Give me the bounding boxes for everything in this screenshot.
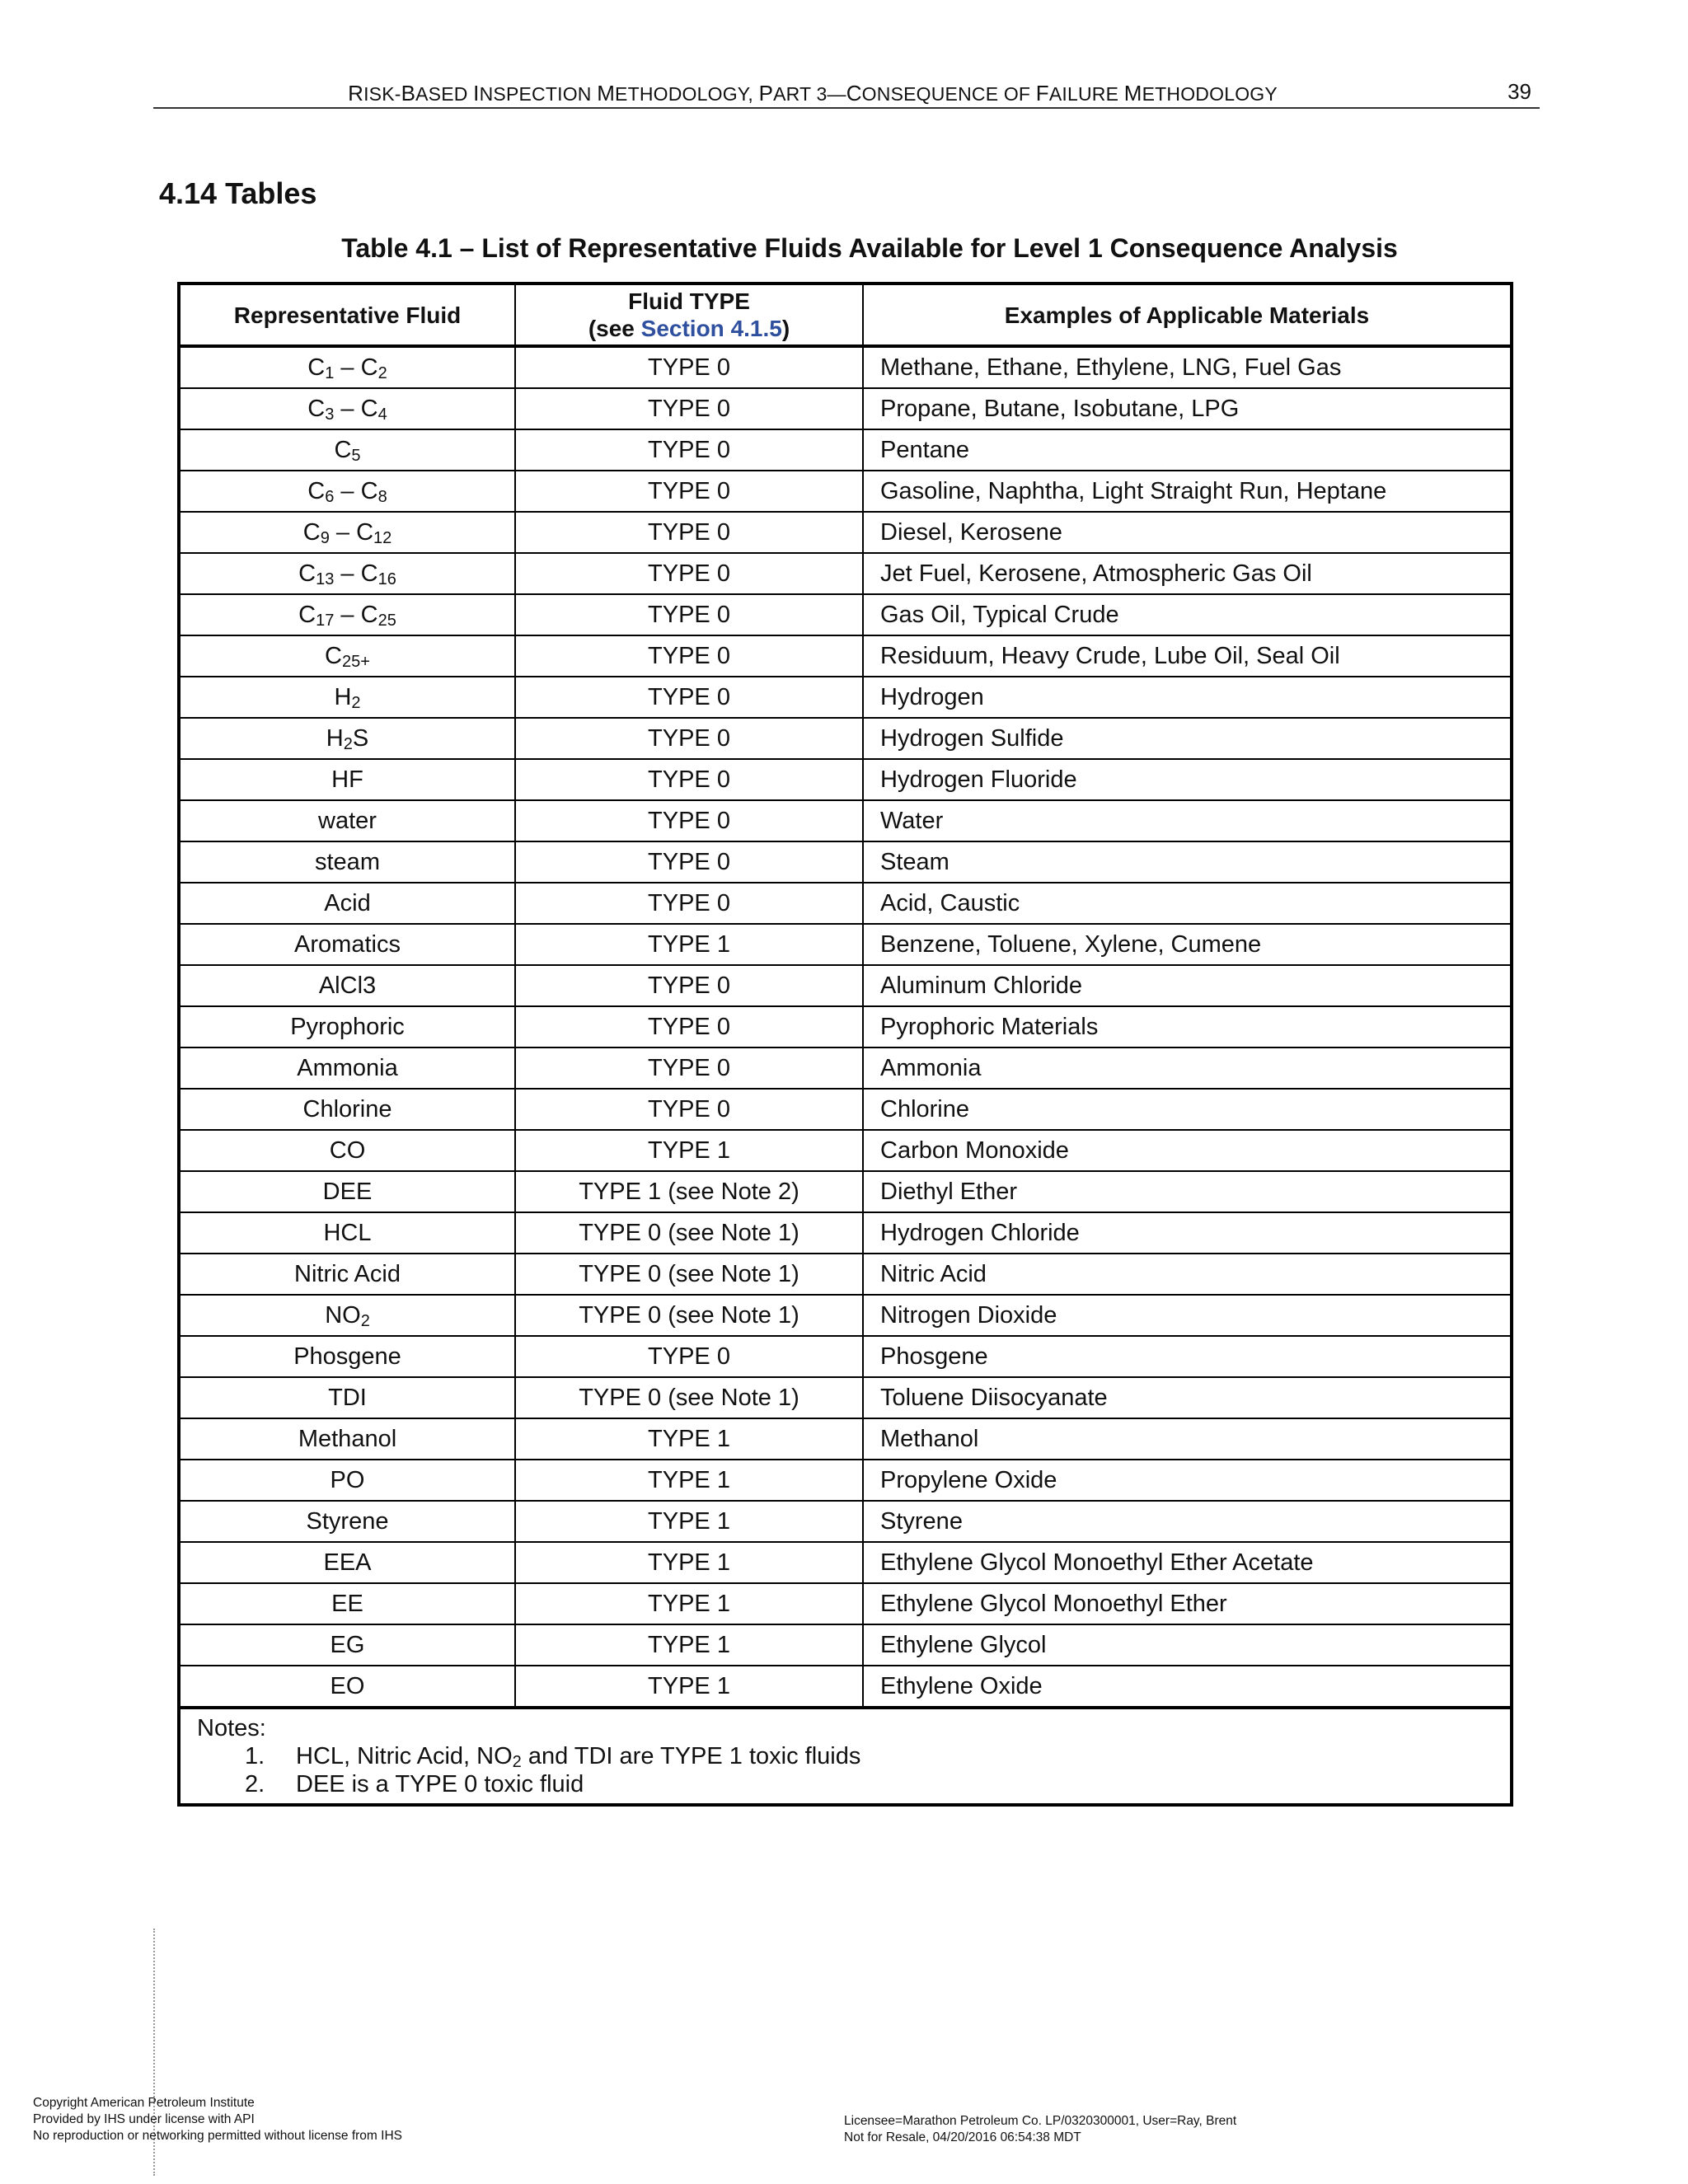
table-row: [181, 1666, 1510, 1708]
cell-representative-fluid: [181, 471, 515, 512]
cell-examples: Propylene Oxide: [863, 1460, 1510, 1501]
cell-fluid-type: TYPE 0: [515, 759, 863, 800]
fluid-text: EG: [330, 1632, 365, 1658]
cell-examples: Ethylene Glycol: [863, 1624, 1510, 1666]
table-row: [181, 718, 1510, 759]
fluid-subscript: 2: [360, 1312, 370, 1330]
fluid-text: water: [318, 808, 377, 834]
fluid-text: Nitric Acid: [294, 1261, 401, 1287]
cell-examples: Acid, Caustic: [863, 883, 1510, 924]
table-row: [181, 841, 1510, 883]
table-row: [181, 512, 1510, 553]
table-row: [181, 1130, 1510, 1171]
page-number: 39: [1507, 79, 1531, 104]
cell-examples: Propane, Butane, Isobutane, LPG: [863, 388, 1510, 429]
fluid-subscript: 17: [316, 612, 335, 630]
cell-fluid-type: TYPE 0: [515, 965, 863, 1006]
fluid-text: TDI: [328, 1385, 367, 1411]
cell-examples: Hydrogen Chloride: [863, 1212, 1510, 1254]
cell-fluid-type: TYPE 1: [515, 1130, 863, 1171]
table-row: [181, 1171, 1510, 1212]
fluids-table-container: [177, 282, 1513, 1807]
table-notes: [181, 1709, 1510, 1803]
cell-fluid-type: TYPE 0: [515, 1089, 863, 1130]
fluid-text: Aromatics: [294, 931, 401, 958]
note-item: [197, 1742, 1510, 1770]
fluid-text: C: [360, 354, 378, 381]
cell-representative-fluid: [181, 1377, 515, 1418]
cell-representative-fluid: [181, 346, 515, 388]
cell-examples: Hydrogen Sulfide: [863, 718, 1510, 759]
fluid-text: AlCl3: [318, 972, 377, 999]
table-row: [181, 1624, 1510, 1666]
cell-representative-fluid: [181, 1047, 515, 1089]
table-header-row: [181, 285, 1510, 346]
cell-examples: Gas Oil, Typical Crude: [863, 594, 1510, 635]
note-item: [197, 1770, 1510, 1798]
cell-fluid-type: TYPE 0 (see Note 1): [515, 1254, 863, 1295]
header-examples: Examples of Applicable Materials: [863, 285, 1510, 346]
cell-fluid-type: TYPE 0: [515, 1047, 863, 1089]
cell-examples: Nitrogen Dioxide: [863, 1295, 1510, 1336]
fluid-text: C: [356, 519, 374, 546]
running-title-part: C: [846, 81, 862, 105]
table-row: [181, 924, 1510, 965]
cell-representative-fluid: [181, 1212, 515, 1254]
cell-representative-fluid: [181, 718, 515, 759]
cell-representative-fluid: [181, 388, 515, 429]
fluid-text: C: [360, 396, 378, 422]
cell-fluid-type: TYPE 0: [515, 512, 863, 553]
footer-right-line: Not for Resale, 04/20/2016 06:54:38 MDT: [844, 2130, 1081, 2144]
running-title-part: ETHODOLOGY,: [615, 83, 759, 105]
cell-examples: Methane, Ethane, Ethylene, LNG, Fuel Gas: [863, 346, 1510, 388]
table-row: [181, 883, 1510, 924]
cell-examples: Methanol: [863, 1418, 1510, 1460]
fluid-text: PO: [330, 1467, 365, 1493]
running-title-part: B: [401, 81, 416, 105]
cell-fluid-type: TYPE 0: [515, 553, 863, 594]
table-row: [181, 1295, 1510, 1336]
fluid-subscript: 2: [377, 364, 387, 382]
cell-representative-fluid: [181, 759, 515, 800]
header-representative-fluid: Representative Fluid: [181, 285, 515, 346]
running-header: [153, 79, 1540, 109]
cell-fluid-type: TYPE 0 (see Note 1): [515, 1212, 863, 1254]
cell-examples: Benzene, Toluene, Xylene, Cumene: [863, 924, 1510, 965]
cell-representative-fluid: [181, 553, 515, 594]
footer-right-line: Licensee=Marathon Petroleum Co. LP/0320300001, User=Ray, Brent: [844, 2114, 1237, 2128]
cell-fluid-type: TYPE 0: [515, 883, 863, 924]
running-title-part: M: [597, 81, 616, 105]
table-row: [181, 471, 1510, 512]
cell-representative-fluid: [181, 1501, 515, 1542]
cell-examples: Styrene: [863, 1501, 1510, 1542]
fluid-text: S: [352, 725, 369, 752]
table-row: [181, 800, 1510, 841]
fluid-text: –: [334, 602, 361, 628]
cell-fluid-type: TYPE 0: [515, 346, 863, 388]
note-text-continued: and TDI are TYPE 1 toxic fluids: [521, 1743, 861, 1769]
fluid-text: H: [326, 725, 344, 752]
cell-examples: Carbon Monoxide: [863, 1130, 1510, 1171]
note-text: DEE is a TYPE 0 toxic fluid: [296, 1771, 584, 1797]
fluid-text: steam: [315, 849, 380, 875]
running-title-part: ONSEQUENCE OF: [861, 83, 1036, 105]
note-number: 1.: [245, 1743, 265, 1769]
fluid-subscript: 2: [351, 694, 361, 712]
cell-fluid-type: TYPE 0 (see Note 1): [515, 1377, 863, 1418]
fluid-text: Ammonia: [297, 1055, 398, 1081]
footer-copyright: [33, 2095, 402, 2144]
cell-fluid-type: TYPE 0: [515, 1336, 863, 1377]
fluid-text: –: [334, 354, 361, 381]
fluid-subscript: 2: [343, 735, 353, 753]
cell-representative-fluid: [181, 1418, 515, 1460]
footer-left-line: Copyright American Petroleum Institute: [33, 2096, 255, 2110]
cell-examples: Pentane: [863, 429, 1510, 471]
fluid-text: Styrene: [306, 1508, 389, 1535]
cell-representative-fluid: [181, 677, 515, 718]
running-title-part: AILURE: [1048, 83, 1124, 105]
cell-fluid-type: TYPE 1: [515, 1583, 863, 1624]
table-row: [181, 759, 1510, 800]
table-caption: Table 4.1 – List of Representative Fluids Available for Level 1 Consequence Analysis: [341, 233, 1398, 263]
table-row: [181, 635, 1510, 677]
cell-examples: Gasoline, Naphtha, Light Straight Run, Heptane: [863, 471, 1510, 512]
running-title-part: ASED: [415, 83, 474, 105]
running-title-part: ETHODOLOGY: [1142, 83, 1278, 105]
cell-representative-fluid: [181, 1542, 515, 1583]
fluid-subscript: 12: [373, 529, 392, 547]
fluid-text: C: [307, 396, 326, 422]
table-row: [181, 1047, 1510, 1089]
cell-fluid-type: TYPE 0 (see Note 1): [515, 1295, 863, 1336]
cell-examples: Hydrogen: [863, 677, 1510, 718]
fluid-text: C: [325, 643, 342, 669]
cell-representative-fluid: [181, 1336, 515, 1377]
running-title-part: ISK-: [363, 83, 401, 105]
header-fluid-type-close: ): [781, 316, 790, 341]
running-title-part: R: [348, 81, 364, 105]
cell-representative-fluid: [181, 841, 515, 883]
cell-fluid-type: TYPE 0: [515, 594, 863, 635]
table-row: [181, 553, 1510, 594]
cell-fluid-type: TYPE 1 (see Note 2): [515, 1171, 863, 1212]
cell-examples: Ammonia: [863, 1047, 1510, 1089]
fluid-text: DEE: [322, 1179, 373, 1205]
cell-representative-fluid: [181, 1295, 515, 1336]
cell-representative-fluid: [181, 1624, 515, 1666]
cell-examples: Ethylene Oxide: [863, 1666, 1510, 1708]
fluid-text: EEA: [323, 1549, 372, 1576]
fluid-subscript: 6: [325, 488, 335, 506]
running-title-part: NSPECTION: [479, 83, 598, 105]
running-title-part: ART 3—: [773, 83, 846, 105]
cell-representative-fluid: [181, 1666, 515, 1708]
cell-fluid-type: TYPE 0: [515, 471, 863, 512]
cell-fluid-type: TYPE 0: [515, 677, 863, 718]
cell-fluid-type: TYPE 0: [515, 718, 863, 759]
cell-fluid-type: TYPE 0: [515, 429, 863, 471]
fluid-subscript: 16: [377, 570, 396, 588]
cell-representative-fluid: [181, 635, 515, 677]
fluid-text: –: [334, 560, 361, 587]
fluid-text: CO: [329, 1137, 366, 1164]
cell-examples: Chlorine: [863, 1089, 1510, 1130]
fluid-text: HCL: [323, 1220, 372, 1246]
cell-examples: Jet Fuel, Kerosene, Atmospheric Gas Oil: [863, 553, 1510, 594]
notes-list: [197, 1742, 1510, 1798]
cell-examples: Hydrogen Fluoride: [863, 759, 1510, 800]
fluid-text: –: [334, 478, 361, 504]
cell-examples: Aluminum Chloride: [863, 965, 1510, 1006]
fluid-text: C: [334, 437, 352, 463]
cell-representative-fluid: [181, 1254, 515, 1295]
table-row: [181, 1583, 1510, 1624]
fluid-text: –: [334, 396, 361, 422]
notes-label: Notes:: [197, 1715, 266, 1741]
cell-representative-fluid: [181, 965, 515, 1006]
table-row: [181, 677, 1510, 718]
table-row: [181, 1418, 1510, 1460]
cell-fluid-type: TYPE 1: [515, 1418, 863, 1460]
fluid-text: C: [360, 478, 378, 504]
cell-fluid-type: TYPE 1: [515, 1542, 863, 1583]
cell-representative-fluid: [181, 512, 515, 553]
fluid-text: Phosgene: [293, 1343, 401, 1370]
fluid-subscript: 8: [377, 488, 387, 506]
header-fluid-type-label: Fluid TYPE: [628, 288, 750, 314]
section-heading: 4.14 Tables: [159, 176, 317, 210]
cell-examples: Diesel, Kerosene: [863, 512, 1510, 553]
fluid-subscript: 25: [377, 612, 396, 630]
fluid-text: Pyrophoric: [290, 1014, 405, 1040]
table-row: [181, 429, 1510, 471]
cell-representative-fluid: [181, 594, 515, 635]
note-number: 2.: [245, 1771, 265, 1797]
cell-fluid-type: TYPE 0: [515, 1006, 863, 1047]
fluid-subscript: 13: [316, 570, 335, 588]
table-row: [181, 1542, 1510, 1583]
fluid-text: C: [307, 354, 326, 381]
header-fluid-type-see: (see: [588, 316, 641, 341]
cell-fluid-type: TYPE 0: [515, 800, 863, 841]
cell-examples: Ethylene Glycol Monoethyl Ether Acetate: [863, 1542, 1510, 1583]
table-row: [181, 965, 1510, 1006]
cell-fluid-type: TYPE 1: [515, 1666, 863, 1708]
cell-representative-fluid: [181, 924, 515, 965]
cell-examples: Pyrophoric Materials: [863, 1006, 1510, 1047]
fluid-text: H: [334, 684, 352, 710]
running-title-part: I: [473, 81, 480, 105]
fluid-text: EE: [331, 1591, 363, 1617]
cell-fluid-type: TYPE 1: [515, 1460, 863, 1501]
cell-fluid-type: TYPE 1: [515, 1501, 863, 1542]
cell-representative-fluid: [181, 800, 515, 841]
running-title-part: P: [758, 81, 774, 105]
fluid-text: –: [329, 519, 357, 546]
table-row: [181, 388, 1510, 429]
fluid-text: Methanol: [298, 1426, 397, 1452]
table-row: [181, 346, 1510, 388]
cell-representative-fluid: [181, 1089, 515, 1130]
fluid-subscript: 25+: [342, 653, 370, 671]
fluid-text: Acid: [324, 890, 371, 916]
cell-examples: Ethylene Glycol Monoethyl Ether: [863, 1583, 1510, 1624]
cell-examples: Steam: [863, 841, 1510, 883]
cell-examples: Toluene Diisocyanate: [863, 1377, 1510, 1418]
cell-examples: Nitric Acid: [863, 1254, 1510, 1295]
header-fluid-type: [515, 285, 863, 346]
running-title: [153, 81, 1472, 106]
cell-examples: Residuum, Heavy Crude, Lube Oil, Seal Oil: [863, 635, 1510, 677]
fluid-subscript: 9: [320, 529, 330, 547]
footer-license: [844, 2113, 1236, 2146]
table-row: [181, 1336, 1510, 1377]
table-row: [181, 1212, 1510, 1254]
cell-representative-fluid: [181, 1006, 515, 1047]
note-subscript: 2: [512, 1753, 522, 1771]
fluid-text: C: [298, 602, 316, 628]
fluid-subscript: 1: [325, 364, 335, 382]
running-title-part: M: [1123, 81, 1142, 105]
cell-fluid-type: TYPE 0: [515, 635, 863, 677]
table-row: [181, 1377, 1510, 1418]
table-row: [181, 1460, 1510, 1501]
fluid-subscript: 3: [325, 405, 335, 424]
fluid-text: NO: [325, 1302, 361, 1329]
cell-representative-fluid: [181, 1130, 515, 1171]
cell-fluid-type: TYPE 1: [515, 924, 863, 965]
table-row: [181, 1501, 1510, 1542]
fluid-text: C: [360, 560, 378, 587]
fluid-text: EO: [330, 1673, 365, 1699]
fluid-text: C: [298, 560, 316, 587]
note-text: HCL, Nitric Acid, NO: [296, 1743, 513, 1769]
footer-left-line: Provided by IHS under license with API: [33, 2112, 255, 2126]
footer-left-line: No reproduction or networking permitted without license from IHS: [33, 2129, 402, 2143]
cell-examples: Diethyl Ether: [863, 1171, 1510, 1212]
fluid-text: C: [360, 602, 378, 628]
cell-examples: Water: [863, 800, 1510, 841]
fluid-subscript: 4: [377, 405, 387, 424]
cell-representative-fluid: [181, 1583, 515, 1624]
fluid-text: Chlorine: [302, 1096, 392, 1122]
fluid-subscript: 5: [351, 447, 361, 465]
section-4-1-5-link[interactable]: Section 4.1.5: [640, 316, 782, 341]
fluid-text: HF: [331, 766, 363, 793]
cell-representative-fluid: [181, 883, 515, 924]
cell-fluid-type: TYPE 0: [515, 841, 863, 883]
cell-examples: Phosgene: [863, 1336, 1510, 1377]
cell-representative-fluid: [181, 1460, 515, 1501]
cell-representative-fluid: [181, 429, 515, 471]
table-row: [181, 594, 1510, 635]
cell-fluid-type: TYPE 1: [515, 1624, 863, 1666]
fluid-text: C: [307, 478, 326, 504]
table-row: [181, 1254, 1510, 1295]
table-row: [181, 1006, 1510, 1047]
fluid-text: C: [302, 519, 321, 546]
running-title-part: F: [1035, 81, 1049, 105]
fluids-table: [181, 285, 1510, 1709]
cell-fluid-type: TYPE 0: [515, 388, 863, 429]
table-row: [181, 1089, 1510, 1130]
cell-representative-fluid: [181, 1171, 515, 1212]
